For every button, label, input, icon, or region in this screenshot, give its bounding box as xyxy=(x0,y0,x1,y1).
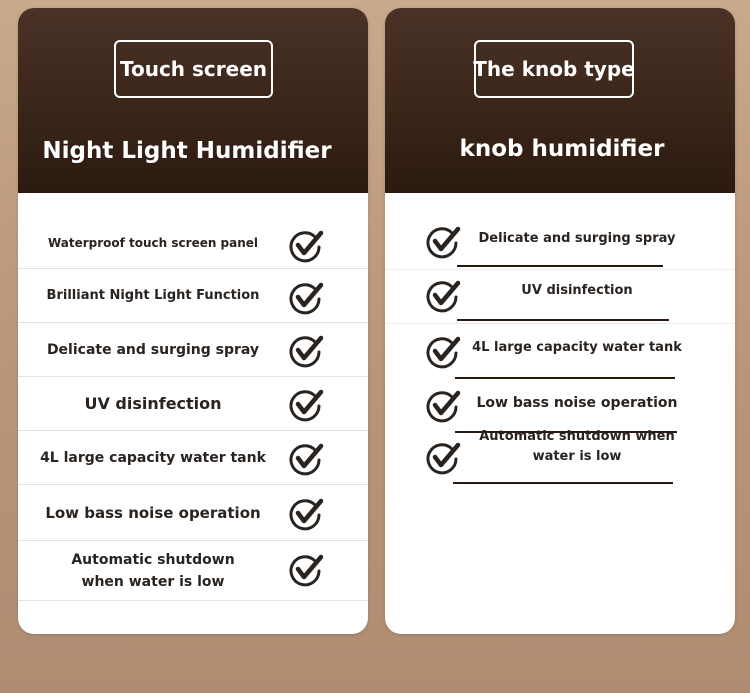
touch-screen-badge: Touch screen xyxy=(114,40,273,98)
check-circle-icon xyxy=(288,440,324,476)
feature-row xyxy=(18,323,368,377)
feature-row xyxy=(18,377,368,431)
feature-label: Low bass noise operation xyxy=(476,395,678,411)
feature-row xyxy=(18,541,368,601)
check-circle-icon xyxy=(288,227,324,263)
knob-type-card-header xyxy=(385,8,735,193)
feature-label: Brilliant Night Light Function xyxy=(46,287,260,303)
night-light-humidifier-title: Night Light Humidifier xyxy=(42,138,332,164)
feature-label: 4L large capacity water tank xyxy=(472,340,682,355)
feature-label: Delicate and surging spray xyxy=(478,231,676,246)
feature-label: Automatic shutdown when water is low xyxy=(71,551,235,590)
touch-screen-card xyxy=(18,8,368,634)
feature-underline xyxy=(457,265,663,267)
feature-row xyxy=(18,485,368,541)
feature-row xyxy=(385,323,735,379)
touch-screen-card-header xyxy=(18,8,368,193)
feature-row xyxy=(385,213,735,269)
feature-row xyxy=(385,379,735,433)
check-circle-icon xyxy=(288,551,324,587)
knob-type-card xyxy=(385,8,735,634)
feature-row xyxy=(18,269,368,323)
feature-row xyxy=(385,269,735,325)
check-circle-icon xyxy=(425,277,461,313)
knob-humidifier-title: knob humidifier xyxy=(459,136,665,162)
feature-label: Automatic shutdown when water is low xyxy=(479,429,675,464)
feature-label: UV disinfection xyxy=(521,283,633,298)
feature-underline xyxy=(453,482,673,484)
knob-type-badge: The knob type xyxy=(474,40,634,98)
feature-label: UV disinfection xyxy=(84,393,222,413)
feature-row xyxy=(18,431,368,485)
feature-underline xyxy=(457,319,669,321)
check-circle-icon xyxy=(425,439,461,475)
feature-row xyxy=(385,429,735,495)
feature-label: Waterproof touch screen panel xyxy=(47,235,259,250)
feature-row xyxy=(18,217,368,269)
check-circle-icon xyxy=(288,386,324,422)
feature-label: Low bass noise operation xyxy=(45,503,261,522)
check-circle-icon xyxy=(288,279,324,315)
feature-label: Delicate and surging spray xyxy=(46,341,260,358)
check-circle-icon xyxy=(425,387,461,423)
check-circle-icon xyxy=(425,223,461,259)
check-circle-icon xyxy=(288,332,324,368)
check-circle-icon xyxy=(425,333,461,369)
check-circle-icon xyxy=(288,495,324,531)
feature-label: 4L large capacity water tank xyxy=(40,449,266,466)
